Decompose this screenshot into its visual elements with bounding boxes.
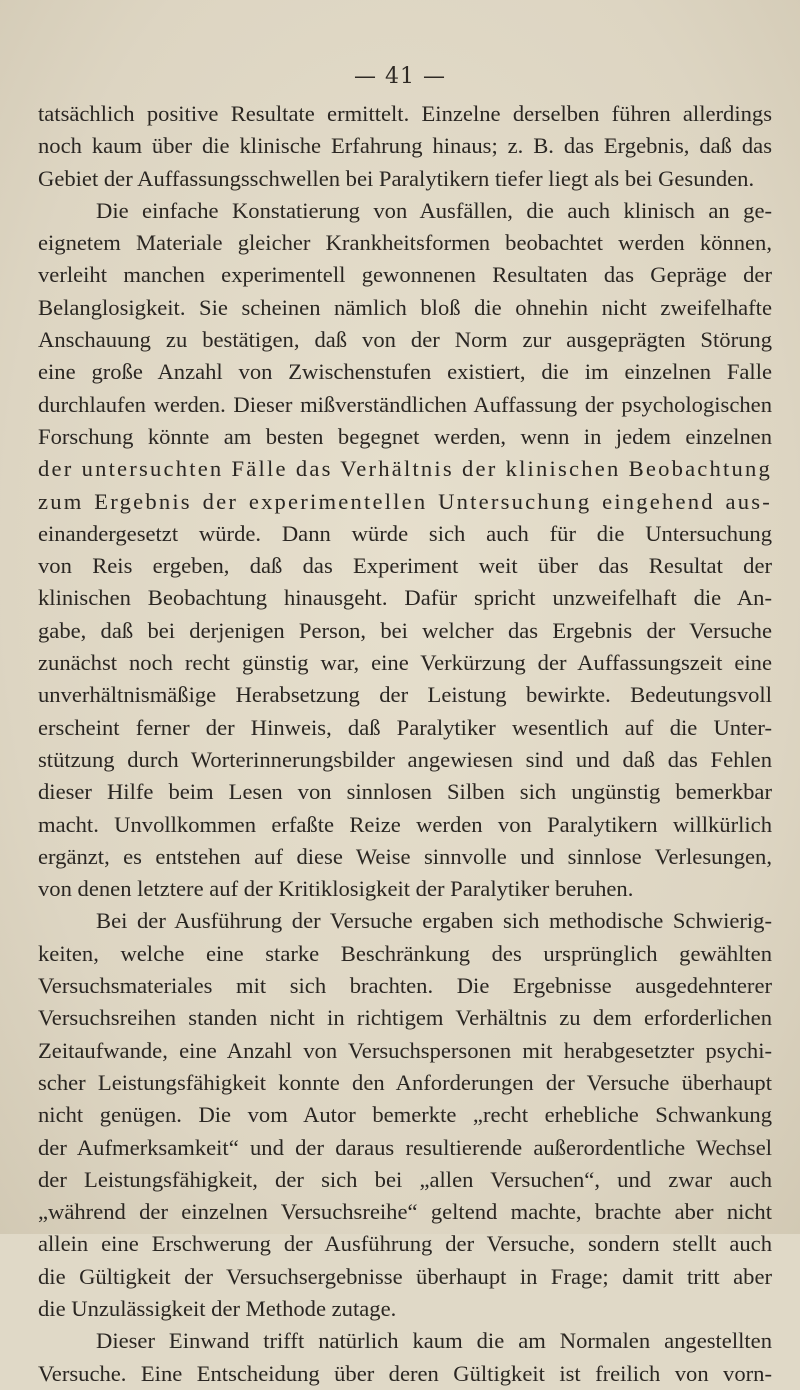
text-line: zunächst noch recht günstig war, eine Verkürzung der Auffassungszeit eine [38,650,772,676]
text-line: gabe, daß bei derjenigen Person, bei welcher das Ergebnis der Versuche [38,617,772,643]
text-line: Gebiet der Auffassungsschwellen bei Paralytikern tiefer liegt als bei Gesunden. [38,165,755,191]
text-line: erscheint ferner der Hinweis, daß Paralytiker wesentlich auf die Unter- [38,714,772,740]
text-line: Anschauung zu bestätigen, daß von der Norm zur ausgeprägten Störung [38,327,772,353]
text-line: Versuchsreihen standen nicht in richtigem Verhältnis zu dem erforderlichen [38,1005,772,1031]
text-line: von Reis ergeben, daß das Experiment weit über das Resultat der [38,553,772,579]
text-line: keiten, welche eine starke Beschränkung des ursprünglich gewählten [38,940,772,966]
text-line: ergänzt, es entstehen auf diese Weise sinnvolle und sinnlose Verlesungen, [38,843,772,869]
text-line: „während der einzelnen Versuchsreihe“ geltend machte, brachte aber nicht [38,1199,772,1225]
text-line: die Unzulässigkeit der Methode zutage. [38,1295,397,1321]
text-line: stützung durch Worterinnerungsbilder angewiesen sind und daß das Fehlen [38,746,772,772]
text-line: Versuchsmateriales mit sich brachten. Die Ergebnisse ausgedehnterer [38,973,772,999]
text-line: der Leistungsfähigkeit, der sich bei „allen Versuchen“, und zwar auch [38,1166,772,1192]
page-number: — 41 — [354,64,446,89]
paragraph-start-line: Die einfache Konstatierung von Ausfällen, die auch klinisch an ge- [96,197,772,223]
text-line: Versuche. Eine Entscheidung über deren Gültigkeit ist freilich von vorn- [38,1360,772,1386]
text-line: verleiht manchen experimentell gewonnenen Resultaten das Gepräge der [38,262,772,288]
text-line: tatsächlich positive Resultate ermittelt. Einzelne derselben führen allerdings [38,101,772,126]
text-line: Forschung könnte am besten begegnet werden, wenn in jedem einzelnen [38,423,772,449]
text-line: nicht genügen. Die vom Autor bemerkte „recht erhebliche Schwankung [38,1102,772,1128]
text-line: unverhältnismäßige Herabsetzung der Leistung bewirkte. Bedeutungsvoll [38,682,772,708]
paragraph-start-line: Dieser Einwand trifft natürlich kaum die am Normalen angestellten [96,1328,772,1354]
text-line: macht. Unvollkommen erfaßte Reize werden von Paralytikern willkürlich [38,811,772,837]
text-line: die Gültigkeit der Versuchsergebnisse überhaupt in Frage; damit tritt aber [38,1263,772,1289]
text-line: allein eine Erschwerung der Ausführung der Versuche, sondern stellt auch [38,1231,772,1257]
text-line: durchlaufen werden. Dieser mißverständlichen Auffassung der psychologischen [38,391,772,417]
text-line: Zeitaufwande, eine Anzahl von Versuchspersonen mit herabgesetzter psychi- [38,1037,772,1063]
text-line: eignetem Materiale gleicher Krankheitsformen beobachtet werden können, [38,230,772,256]
text-line: der Aufmerksamkeit“ und der daraus resultierende außerordentliche Wechsel [38,1134,772,1160]
text-line: noch kaum über die klinische Erfahrung hinaus; z. B. das Ergebnis, daß das [38,133,772,159]
text-line: zum Ergebnis der experimentellen Untersuchung eingehend aus- [38,488,772,514]
text-line: der untersuchten Fälle das Verhältnis der klinischen Beobachtung [38,456,772,482]
text-line: dieser Hilfe beim Lesen von sinnlosen Silben sich ungünstig bemerkbar [38,779,772,805]
text-line: von denen letztere auf der Kritiklosigkeit der Paralytiker beruhen. [38,876,634,902]
text-line: klinischen Beobachtung hinausgeht. Dafür spricht unzweifelhaft die An- [38,585,772,611]
text-line: einandergesetzt würde. Dann würde sich auch für die Untersuchung [38,520,772,546]
text-line: Belanglosigkeit. Sie scheinen nämlich bloß die ohnehin nicht zweifelhafte [38,294,772,320]
body-text [38,98,772,1390]
paragraph-start-line: Bei der Ausführung der Versuche ergaben sich methodische Schwierig- [96,908,772,934]
text-line: eine große Anzahl von Zwischenstufen existiert, die im einzelnen Falle [38,359,772,385]
text-line: scher Leistungsfähigkeit konnte den Anforderungen der Versuche überhaupt [38,1069,772,1095]
